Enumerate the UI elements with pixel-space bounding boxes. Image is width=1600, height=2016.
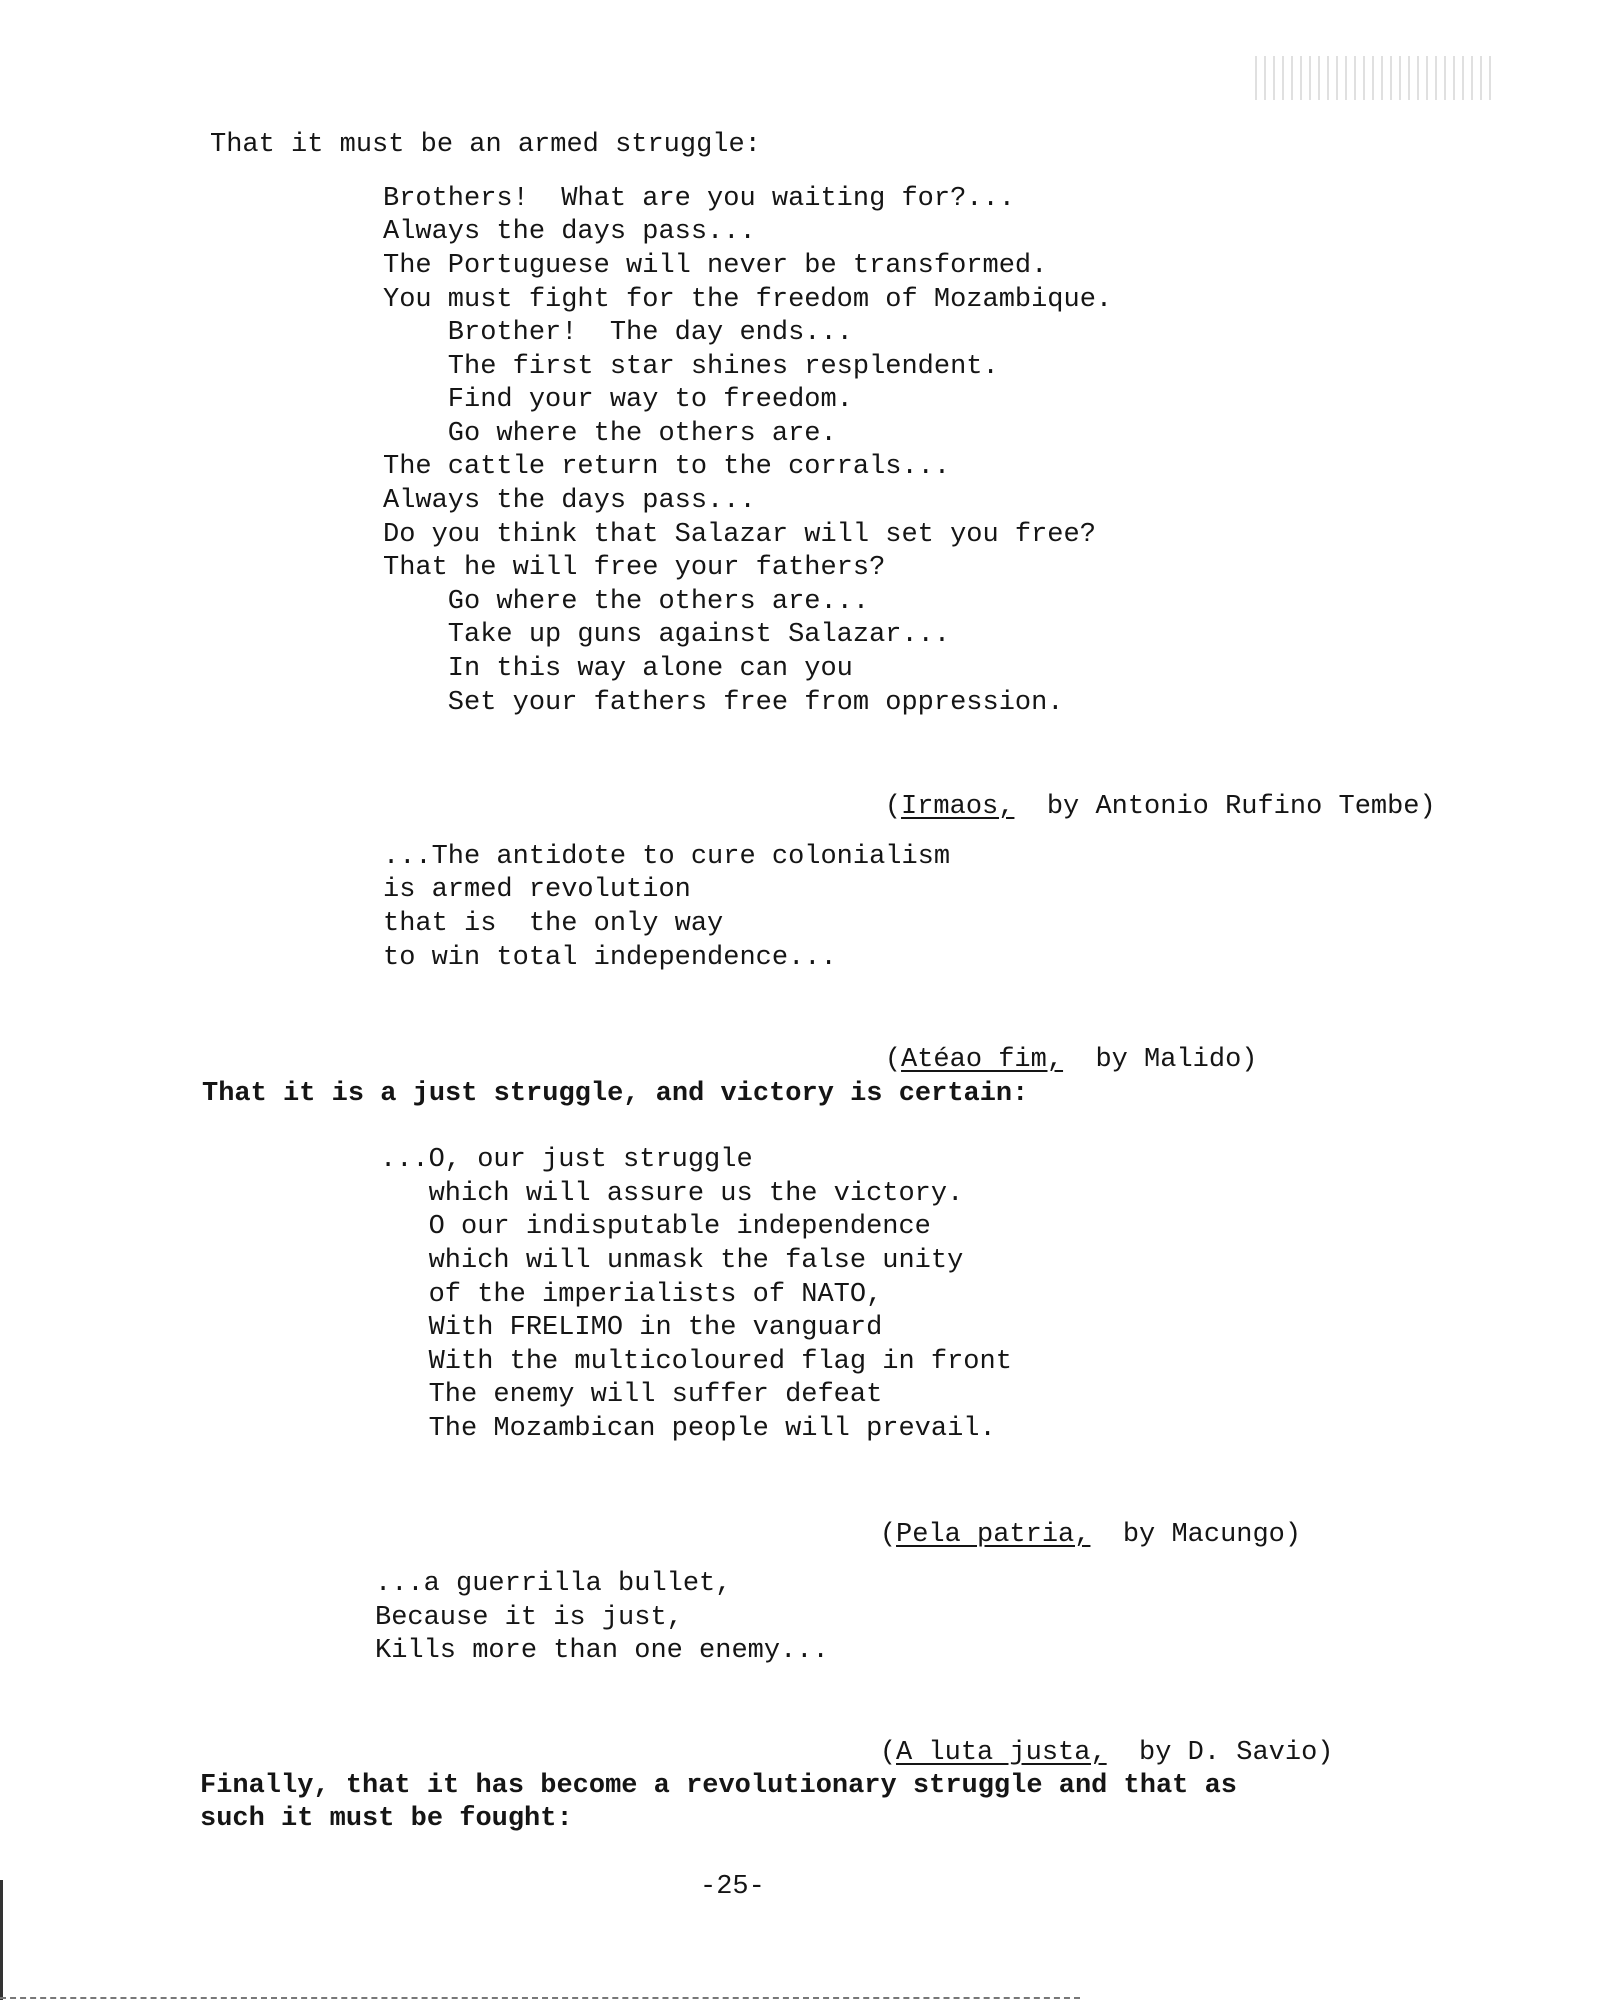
poem-line: You must fight for the freedom of Mozambique. xyxy=(383,285,1113,315)
poem-line: Take up guns against Salazar... xyxy=(383,620,951,650)
citation-title: Irmaos, xyxy=(901,792,1015,822)
poem-line: that is the only way xyxy=(383,909,724,939)
citation-author: by Macungo) xyxy=(1090,1520,1302,1550)
citation-author: by Malido) xyxy=(1063,1045,1258,1075)
poem-line: Kills more than one enemy... xyxy=(375,1636,829,1666)
poem-line: ...a guerrilla bullet, xyxy=(375,1569,732,1599)
poem-citation xyxy=(815,1484,1301,1586)
archive-stamp xyxy=(1255,56,1495,100)
poem-line: Always the days pass... xyxy=(383,217,756,247)
citation-open: ( xyxy=(884,1045,902,1075)
poem-line: to win total independence... xyxy=(383,943,837,973)
closing-line: such it must be fought: xyxy=(200,1804,573,1834)
citation-title: Pela patria, xyxy=(896,1520,1091,1550)
poem-line: Brother! The day ends... xyxy=(383,318,853,348)
poem-line: In this way alone can you xyxy=(383,654,853,684)
poem-line: is armed revolution xyxy=(383,875,691,905)
scan-edge-mark xyxy=(0,1880,9,2000)
page-number: -25- xyxy=(700,1872,765,1902)
poem-line: of the imperialists of NATO, xyxy=(380,1280,883,1310)
section-heading: That it must be an armed struggle: xyxy=(210,130,761,160)
closing-line: Finally, that it has become a revolutionary struggle and that as xyxy=(200,1771,1237,1801)
poem-line: With the multicoloured flag in front xyxy=(380,1347,1012,1377)
citation-open: ( xyxy=(879,1520,897,1550)
citation-open: ( xyxy=(884,792,902,822)
citation-author: by D. Savio) xyxy=(1106,1738,1334,1768)
poem-line: The Mozambican people will prevail. xyxy=(380,1414,996,1444)
poem-line: That he will free your fathers? xyxy=(383,553,886,583)
poem-line: Because it is just, xyxy=(375,1603,683,1633)
poem-line: O our indisputable independence xyxy=(380,1212,931,1242)
poem-line: Go where the others are. xyxy=(383,419,837,449)
poem-line: Set your fathers free from oppression. xyxy=(383,688,1064,718)
poem-line: The first star shines resplendent. xyxy=(383,352,999,382)
poem-line: The enemy will suffer defeat xyxy=(380,1380,883,1410)
poem-line: which will unmask the false unity xyxy=(380,1246,964,1276)
poem-line: Go where the others are... xyxy=(383,587,870,617)
scan-bottom-rule xyxy=(0,1997,1080,1999)
poem-line: ...The antidote to cure colonialism xyxy=(383,842,951,872)
poem-line: The cattle return to the corrals... xyxy=(383,452,951,482)
citation-title: Atéao fim, xyxy=(901,1045,1064,1075)
poem-line: ...O, our just struggle xyxy=(380,1145,753,1175)
poem-line: which will assure us the victory. xyxy=(380,1179,964,1209)
section-heading: That it is a just struggle, and victory is certain: xyxy=(202,1079,1029,1109)
poem-line: Brothers! What are you waiting for?... xyxy=(383,184,1015,214)
poem-line: The Portuguese will never be transformed. xyxy=(383,251,1048,281)
poem-line: Find your way to freedom. xyxy=(383,385,853,415)
citation-open: ( xyxy=(879,1738,897,1768)
poem-line: With FRELIMO in the vanguard xyxy=(380,1313,883,1343)
citation-title: A luta justa, xyxy=(896,1738,1107,1768)
citation-author: by Antonio Rufino Tembe) xyxy=(1014,792,1436,822)
poem-line: Do you think that Salazar will set you free? xyxy=(383,520,1096,550)
poem-line: Always the days pass... xyxy=(383,486,756,516)
